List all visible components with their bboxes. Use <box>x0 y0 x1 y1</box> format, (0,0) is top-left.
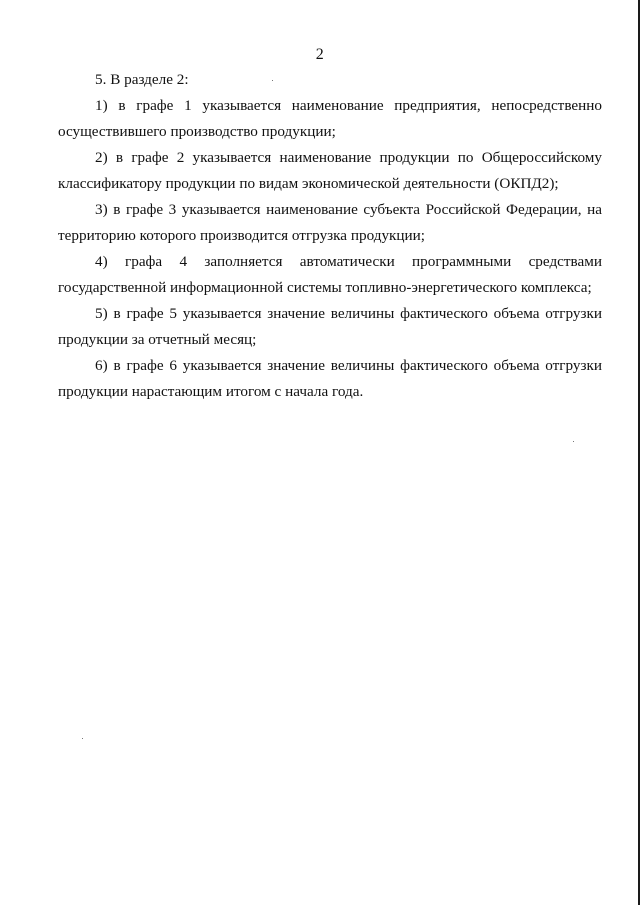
section-heading-paragraph <box>58 67 602 93</box>
scan-speck <box>82 738 83 739</box>
list-item-2-line-2: классификатору продукции по видам экономической деятельности (ОКПД2); <box>58 175 559 192</box>
list-item-6-line-2: продукции нарастающим итогом с начала года. <box>58 383 364 400</box>
list-item-3-line-1: 3) в графе 3 указывается наименование субъекта Российской Федерации, на <box>95 201 602 218</box>
list-item-4-line-1: 4) графа 4 заполняется автоматически программными средствами <box>95 253 602 270</box>
list-item-6 <box>58 353 602 405</box>
list-item-5-line-2: продукции за отчетный месяц; <box>58 331 257 348</box>
list-item-6-line-1: 6) в графе 6 указывается значение величины фактического объема отгрузки <box>95 357 602 374</box>
list-item-3 <box>58 197 602 249</box>
list-item-1-line-2: осуществившего производство продукции; <box>58 123 336 140</box>
list-item-4 <box>58 249 602 301</box>
document-body <box>58 67 602 405</box>
scan-speck <box>272 80 273 81</box>
list-item-3-line-2: территорию которого производится отгрузка продукции; <box>58 227 426 244</box>
list-item-1-line-1: 1) в графе 1 указывается наименование предприятия, непосредственно <box>95 97 602 114</box>
section-heading: 5. В разделе 2: <box>95 71 189 88</box>
list-item-2 <box>58 145 602 197</box>
list-item-5 <box>58 301 602 353</box>
list-item-2-line-1: 2) в графе 2 указывается наименование продукции по Общероссийскому <box>95 149 602 166</box>
list-item-1 <box>58 93 602 145</box>
list-item-4-line-2: государственной информационной системы топливно-энергетического комплекса; <box>58 279 592 296</box>
scan-speck <box>573 441 574 442</box>
list-item-5-line-1: 5) в графе 5 указывается значение величины фактического объема отгрузки <box>95 305 602 322</box>
page-number: 2 <box>315 46 325 63</box>
